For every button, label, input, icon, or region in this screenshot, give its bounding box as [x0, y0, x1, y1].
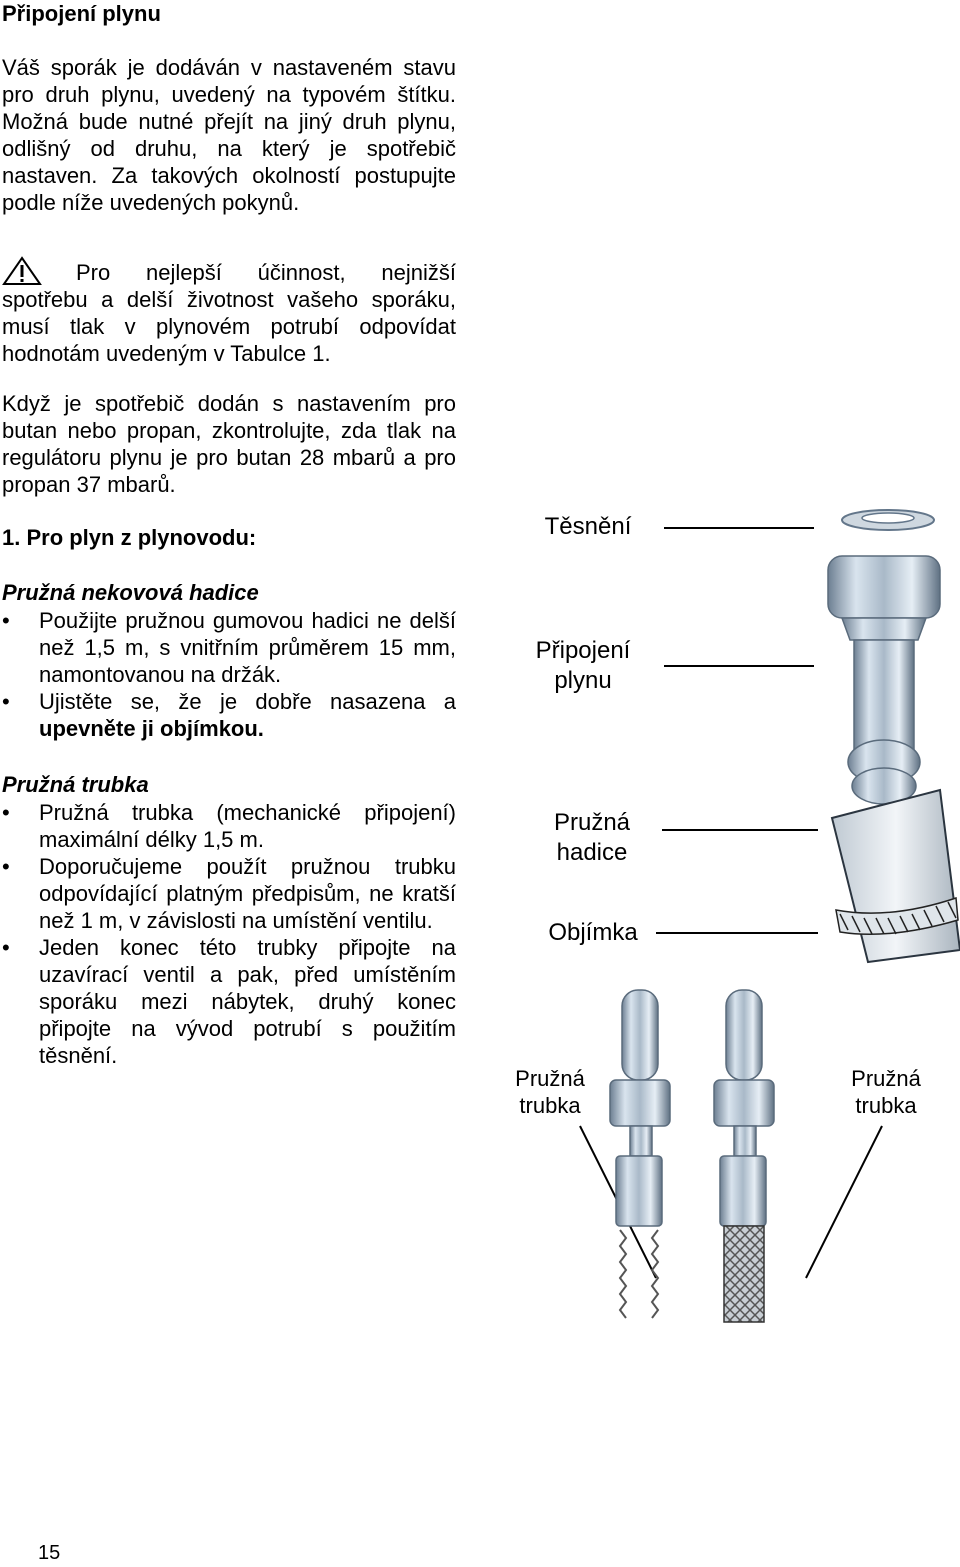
- label-clamp: Objímka: [548, 919, 638, 946]
- butane-note-text: Když je spotřebič dodán s nastavením pro butan nebo propan, zkontrolujte, zda tlak na regulátoru plynu je pro butan 28 mbarů a pro propan 37 mbarů.: [2, 391, 456, 497]
- hose-list: [2, 607, 456, 742]
- intro-text: Váš sporák je dodáván v nastaveném stavu pro druh plynu, uvedený na typovém štítku. Možná bude nutné přejít na jiný druh plynu, odlišný od druhu, na který je spotřebič nastaven. Za takových okolností postupujte podle níže uvedených pokynů.: [2, 55, 456, 215]
- gas-connection-figure: [470, 500, 960, 1340]
- warning-triangle-icon: [2, 256, 42, 286]
- label-flexible-hose: Pružná hadice: [553, 809, 631, 866]
- list-item: • Ujistěte se, že je dobře nasazena a upevněte ji objímkou.: [2, 688, 456, 742]
- label-gas-connection: Připojení plynu: [535, 637, 631, 694]
- list-item: • Použijte pružnou gumovou hadici ne delší než 1,5 m, s vnitřním průměrem 15 mm, namontovanou na držák.: [2, 607, 456, 688]
- butane-note-paragraph: [2, 390, 456, 498]
- tube-right-leader-line: [806, 1126, 882, 1278]
- hose-heading: Pružná nekovová hadice: [2, 580, 259, 605]
- flexible-tube-left: [610, 990, 670, 1318]
- rubber-hose: [832, 790, 960, 962]
- label-seal: Těsnění: [544, 513, 632, 540]
- intro-paragraph: [2, 54, 456, 216]
- list-item: • Jeden konec této trubky připojte na uzavírací ventil a pak, před umístěním sporáku mezi nábytek, druhý konec připojte na vývod potrubí s použitím těsnění.: [2, 934, 456, 1069]
- warning-paragraph: [2, 256, 456, 367]
- tube-list: [2, 799, 456, 1069]
- flexible-tube-right: [714, 990, 774, 1322]
- section-heading: 1. Pro plyn z plynovodu:: [2, 525, 257, 550]
- tube-heading: Pružná trubka: [2, 772, 149, 797]
- seal-washer: [842, 510, 934, 530]
- list-item: • Doporučujeme použít pružnou trubku odpovídající platným předpisům, ne kratší než 1 m, v závislosti na umístění ventilu.: [2, 853, 456, 934]
- list-item: • Pružná trubka (mechanické připojení) maximální délky 1,5 m.: [2, 799, 456, 853]
- page-number: 15: [38, 1542, 61, 1564]
- warning-text: Pro nejlepší účinnost, nejnižší spotřebu a delší životnost vašeho sporáku, musí tlak v plynovém potrubí odpovídat hodnotám uvedeným v Tabulce 1.: [2, 260, 456, 366]
- gas-connector: [828, 556, 940, 804]
- label-tube-right: Pružná trubka: [851, 1066, 921, 1118]
- label-tube-left: Pružná trubka: [515, 1066, 585, 1118]
- page-title: Připojení plynu: [2, 1, 161, 26]
